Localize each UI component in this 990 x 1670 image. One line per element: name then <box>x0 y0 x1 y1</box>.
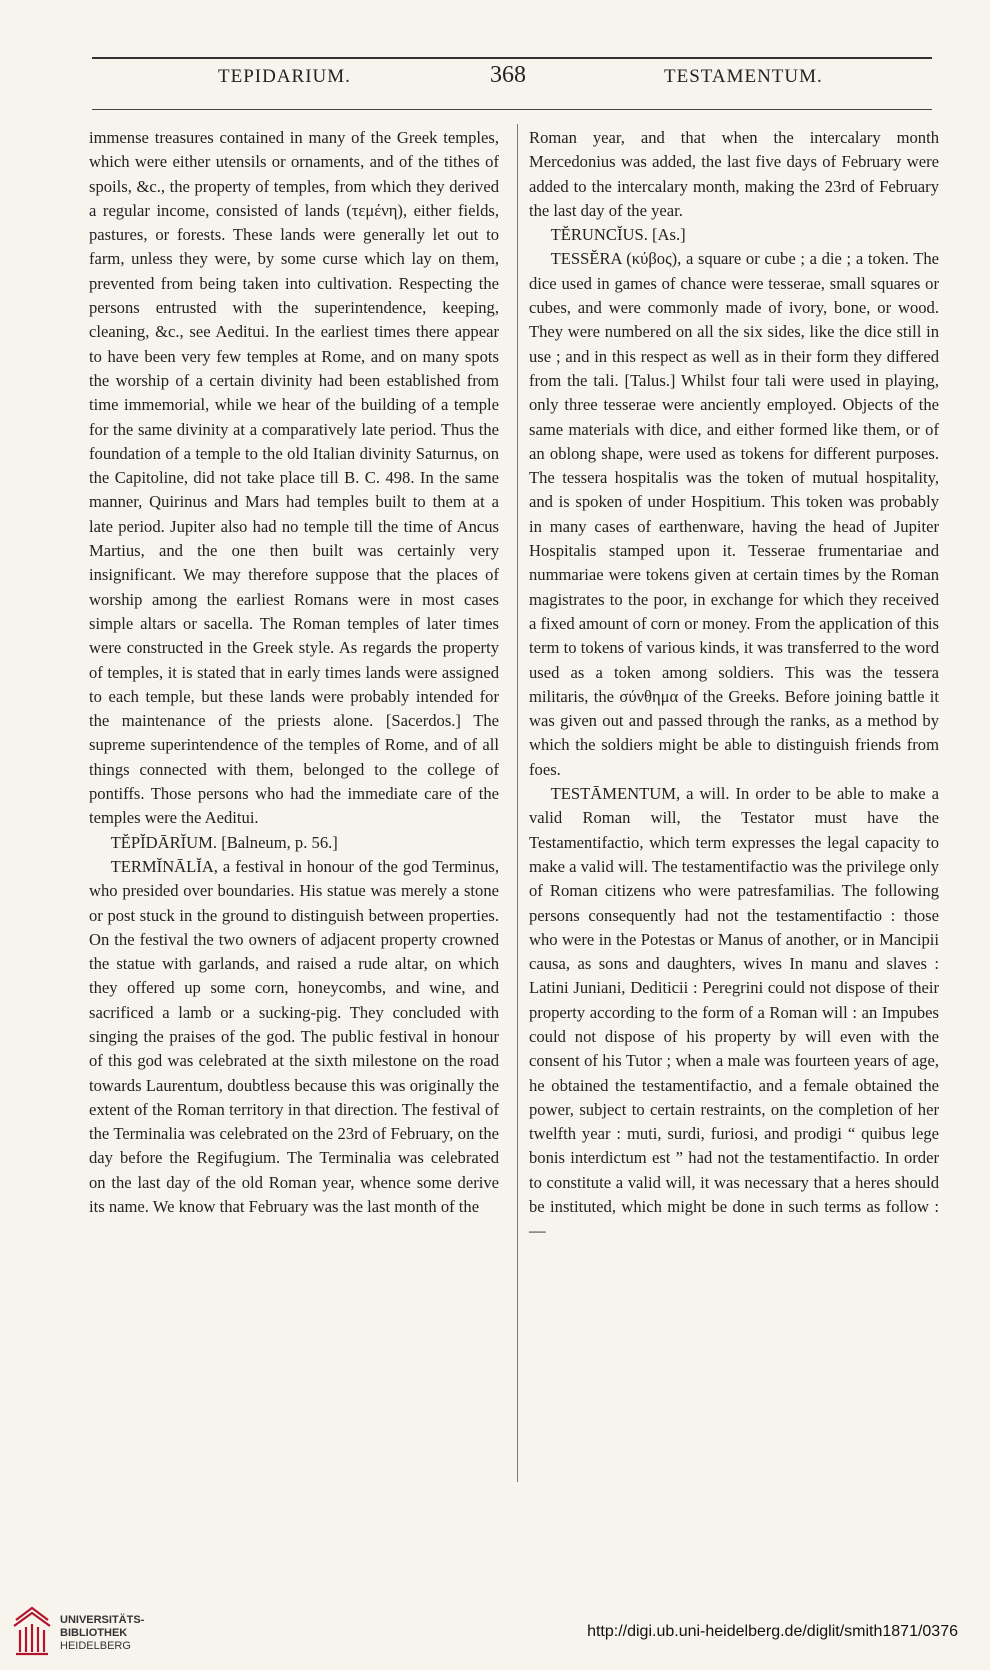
library-line-3: HEIDELBERG <box>60 1640 131 1652</box>
header-top-rule <box>92 57 932 59</box>
entry-tepidarium: TĔPĬDĀRĬUM. [Balneum, p. 56.] <box>110 832 338 852</box>
paragraph-temple-lands: immense treasures contained in many of the Greek temples, which were either utensils or ornaments, and of the tithes of spoils, &c., the property of temples, from which they derived a regular income, consisted of lands (τεμένη), either fields, pastures, or forests. These lands were generally let out to farm, unless they were, by some curse which lay on them, prevented from being taken into cultivation. Respecting the persons entrusted with the superintendence, keeping, cleaning, &c., see Aeditui. In the earliest times there appear to have been very few temples at Rome, and on many spots the worship of a certain divinity had been established from time immemorial, while we hear of the building of a temple for the same divinity at a comparatively late period. Thus the foundation of a temple to the old Italian divinity Saturnus, on the Capitoline, did not take place till B. C. 498. In the same manner, Quirinus and Mars had temples built to them at a late period. Jupiter also had no temple till the time of Ancus Martius, and the one then built was certainly very insignificant. We may therefore suppose that the places of worship among the earliest Romans were in most cases simple altars or sacella. The Roman temples of later times were constructed in the Greek style. As regards the property of temples, it is stated that in early times lands were assigned to each temple, but these lands were probably intended for the maintenance of the priests alone. [Sacerdos.] The supreme superintendence of the temples of Rome, and of all things connected with them, belonged to the college of pontiffs. Those persons who had the immediate care of the temples were the Aeditui. <box>89 128 499 828</box>
paragraph-terminalia-continued: Roman year, and that when the intercalary month Mercedonius was added, the last five days of February were added to the intercalary month, making the 23rd of February the last day of the year. <box>529 128 939 220</box>
library-line-2: BIBLIOTHEK <box>60 1627 128 1639</box>
header-bottom-rule <box>92 109 932 110</box>
column-divider <box>517 124 518 1482</box>
right-column <box>529 126 939 1244</box>
page-number: 368 <box>490 62 526 88</box>
library-line-1: UNIVERSITÄTS- <box>60 1614 145 1626</box>
digital-object-url[interactable]: http://digi.ub.uni-heidelberg.de/diglit/smith1871/0376 <box>587 1623 958 1640</box>
entry-testamentum: TESTĀMENTUM, a will. In order to be able to make a valid Roman will, the Testator must have the Testamentifactio, which term expresses the legal capacity to make a valid will. The testamentifactio was the privilege only of Roman citizens who were patresfamilias. The following persons consequently had not the testamentifactio : those who were in the Potestas or Manus of another, or in Mancipii causa, as sons and daughters, wives In manu and slaves : Latini Juniani, Dediticii : Peregrini could not dispose of their property according to the form of a Roman will : an Impubes could not dispose of his property by will even with the consent of his Tutor ; when a male was fourteen years of age, he obtained the testamentifactio, and a female obtained the power, subject to certain restraints, on the completion of her twelfth year : muti, surdi, furiosi, and prodigi “ quibus lege bonis interdictum est ” had not the testamentifactio. In order to constitute a valid will, it was necessary that a heres should be instituted, which might be done in such terms as follow :— <box>529 784 939 1241</box>
university-library-logo-icon <box>10 1600 55 1658</box>
entry-terminalia: TERMĬNĀLĬA, a festival in honour of the god Terminus, who presided over boundaries. His statue was merely a stone or post stuck in the ground to distinguish between properties. On the festival the two owners of adjacent property crowned the statue with garlands, and raised a rude altar, on which they offered up some corn, honeycombs, and wine, and sacrificed a lamb or a sucking-pig. They concluded with singing the praises of the god. The public festival in honour of this god was celebrated at the sixth milestone on the road towards Laurentum, doubtless because this was originally the extent of the Roman territory in that direction. The festival of the Terminalia was celebrated on the 23rd of February, on the day before the Regifugium. The Terminalia was celebrated on the last day of the old Roman year, whence some derive its name. We know that February was the last month of the <box>89 856 499 1217</box>
running-head-right: TESTAMENTUM. <box>664 66 823 87</box>
entry-tessera: TESSĔRA (κύβος), a square or cube ; a die ; a token. The dice used in games of chance were tesserae, small squares or cubes, and were commonly made of ivory, bone, or wood. They were numbered on all the six sides, like the dice still in use ; and in this respect as well as in their form they differed from the tali. [Talus.] Whilst four tali were used in playing, only three tesserae were anciently employed. Objects of the same materials with dice, and either formed like them, or of an oblong shape, were used as tokens for different purposes. The tessera hospitalis was the token of mutual hospitality, and is spoken of under Hospitium. This token was probably in many cases of earthenware, having the head of Jupiter Hospitalis stamped upon it. Tesserae frumentariae and nummariae were tokens given at certain times by the Roman magistrates to the poor, in exchange for which they received a fixed amount of corn or money. From the application of this term to tokens of various kinds, it was transferred to the word used as a token among soldiers. This was the tessera militaris, the σύνθημα of the Greeks. Before joining battle it was given out and passed through the ranks, as a method by which the soldiers might be able to distinguish friends from foes. <box>529 249 939 779</box>
library-name <box>60 1614 144 1653</box>
entry-teruncius: TĔRUNCĬUS. [As.] <box>550 225 686 245</box>
left-column <box>89 126 499 1219</box>
running-head-left: TEPIDARIUM. <box>218 66 351 87</box>
